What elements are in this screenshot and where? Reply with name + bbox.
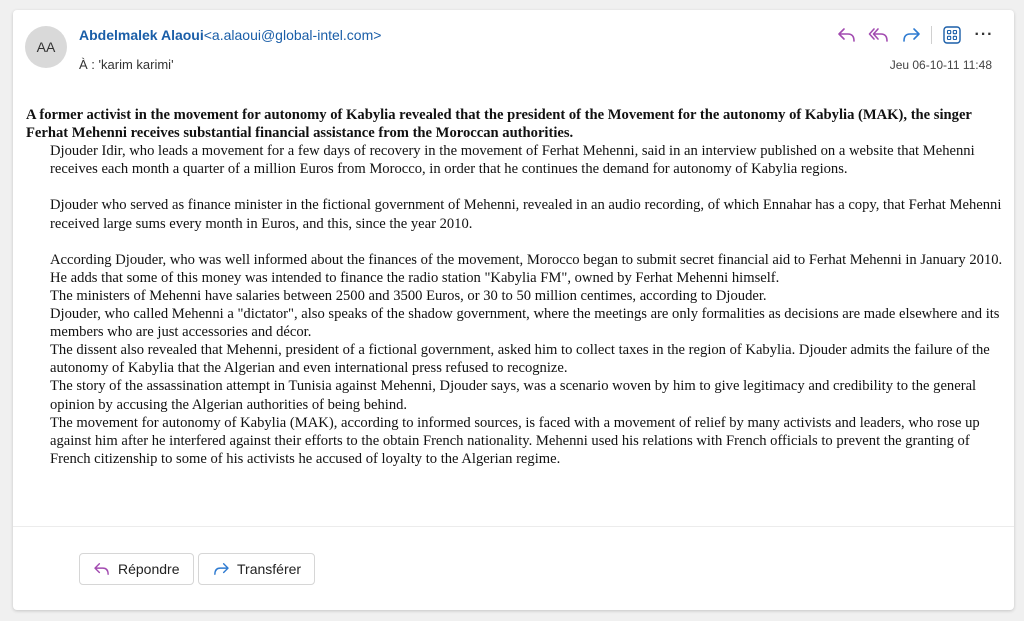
body-paragraph: The dissent also revealed that Mehenni, president of a fictional government, asked him to collect taxes in the region of Kabylia. Djouder admits the failure of the autonomy of Kabylia that the Algerian and even international press refused to recognize. <box>50 342 990 377</box>
body-paragraph: The ministers of Mehenni have salaries between 2500 and 3500 Euros, or 30 to 50 million centimes, according to Djouder. <box>50 287 767 304</box>
message-card <box>13 10 1014 610</box>
message-paragraphs <box>26 142 1004 468</box>
forward-button[interactable] <box>895 22 927 48</box>
footer-divider <box>13 526 1014 527</box>
more-icon: ··· <box>974 26 994 43</box>
actions-divider <box>931 26 932 44</box>
reply-footer-label: Répondre <box>118 561 180 577</box>
forward-icon <box>901 27 921 43</box>
body-paragraph: The movement for autonomy of Kabylia (MAK), according to informed sources, is faced with a movement of relief by many activists and leaders, who rose up against him after he interfered against their efforts to the obtain French nationality. Mehenni used his relations with French officials to prevent the granting of French citizenship to some of his activists he accused of loyalty to the Algerian regime. <box>50 414 980 467</box>
reply-all-icon <box>868 27 890 43</box>
message-actions <box>831 22 1000 48</box>
body-paragraph: The story of the assassination attempt in Tunisia against Mehenni, Djouder says, was a scenario woven by him to give legitimacy and credibility to the general opinion by accusing the Algerian authorities of being behind. <box>50 378 977 413</box>
apps-button[interactable] <box>936 22 968 48</box>
to-label: À : <box>79 57 95 72</box>
sender-name[interactable]: Abdelmalek Alaoui <box>79 27 204 43</box>
reply-icon <box>93 562 111 576</box>
sender[interactable] <box>79 27 381 43</box>
forward-footer-label: Transférer <box>237 561 302 577</box>
body-paragraph: Djouder Idir, who leads a movement for a few days of recovery in the movement of Ferhat Mehenni, said in an interview published on a website that Mehenni receives each month a quarter of a million Euros from Morocco, in order that he continues the demand for autonomy of Kabylia regions. <box>50 143 975 178</box>
message-headline: A former activist in the movement for autonomy of Kabylia revealed that the president of the Movement for the autonomy of Kabylia (MAK), the singer Ferhat Mehenni receives substantial financial assistance from the Moroccan authorities. <box>26 107 972 142</box>
message-date: Jeu 06-10-11 11:48 <box>889 58 992 72</box>
recipient-name[interactable]: 'karim karimi' <box>98 57 174 72</box>
body-paragraph: Djouder who served as finance minister in the fictional government of Mehenni, revealed in an audio recording, of which Ennahar has a copy, that Ferhat Mehenni received large sums every month in Euros, and this, since the year 2010. <box>50 197 1002 232</box>
body-paragraph: According Djouder, who was well informed about the finances of the movement, Morocco began to submit secret financial aid to Ferhat Mehenni in January 2010. He adds that some of this money was intended to finance the radio station "Kabylia FM", owned by Ferhat Mehenni himself. <box>50 251 1003 286</box>
reply-button[interactable] <box>831 22 863 48</box>
forward-icon <box>212 562 230 576</box>
reply-all-button[interactable] <box>863 22 895 48</box>
sender-email[interactable]: <a.alaoui@global-intel.com> <box>203 27 382 43</box>
avatar[interactable]: AA <box>25 26 67 68</box>
more-button[interactable] <box>968 22 1000 48</box>
forward-footer-button[interactable] <box>198 553 315 585</box>
body-paragraph: Djouder, who called Mehenni a "dictator", also speaks of the shadow government, where the meetings are only formalities as decisions are made elsewhere and its members who are just accessories and décor. <box>50 306 1000 341</box>
reply-footer-button[interactable] <box>79 553 194 585</box>
apps-icon <box>943 26 961 44</box>
recipient-line <box>79 57 174 72</box>
message-body <box>26 106 1004 468</box>
reply-icon <box>837 27 857 43</box>
